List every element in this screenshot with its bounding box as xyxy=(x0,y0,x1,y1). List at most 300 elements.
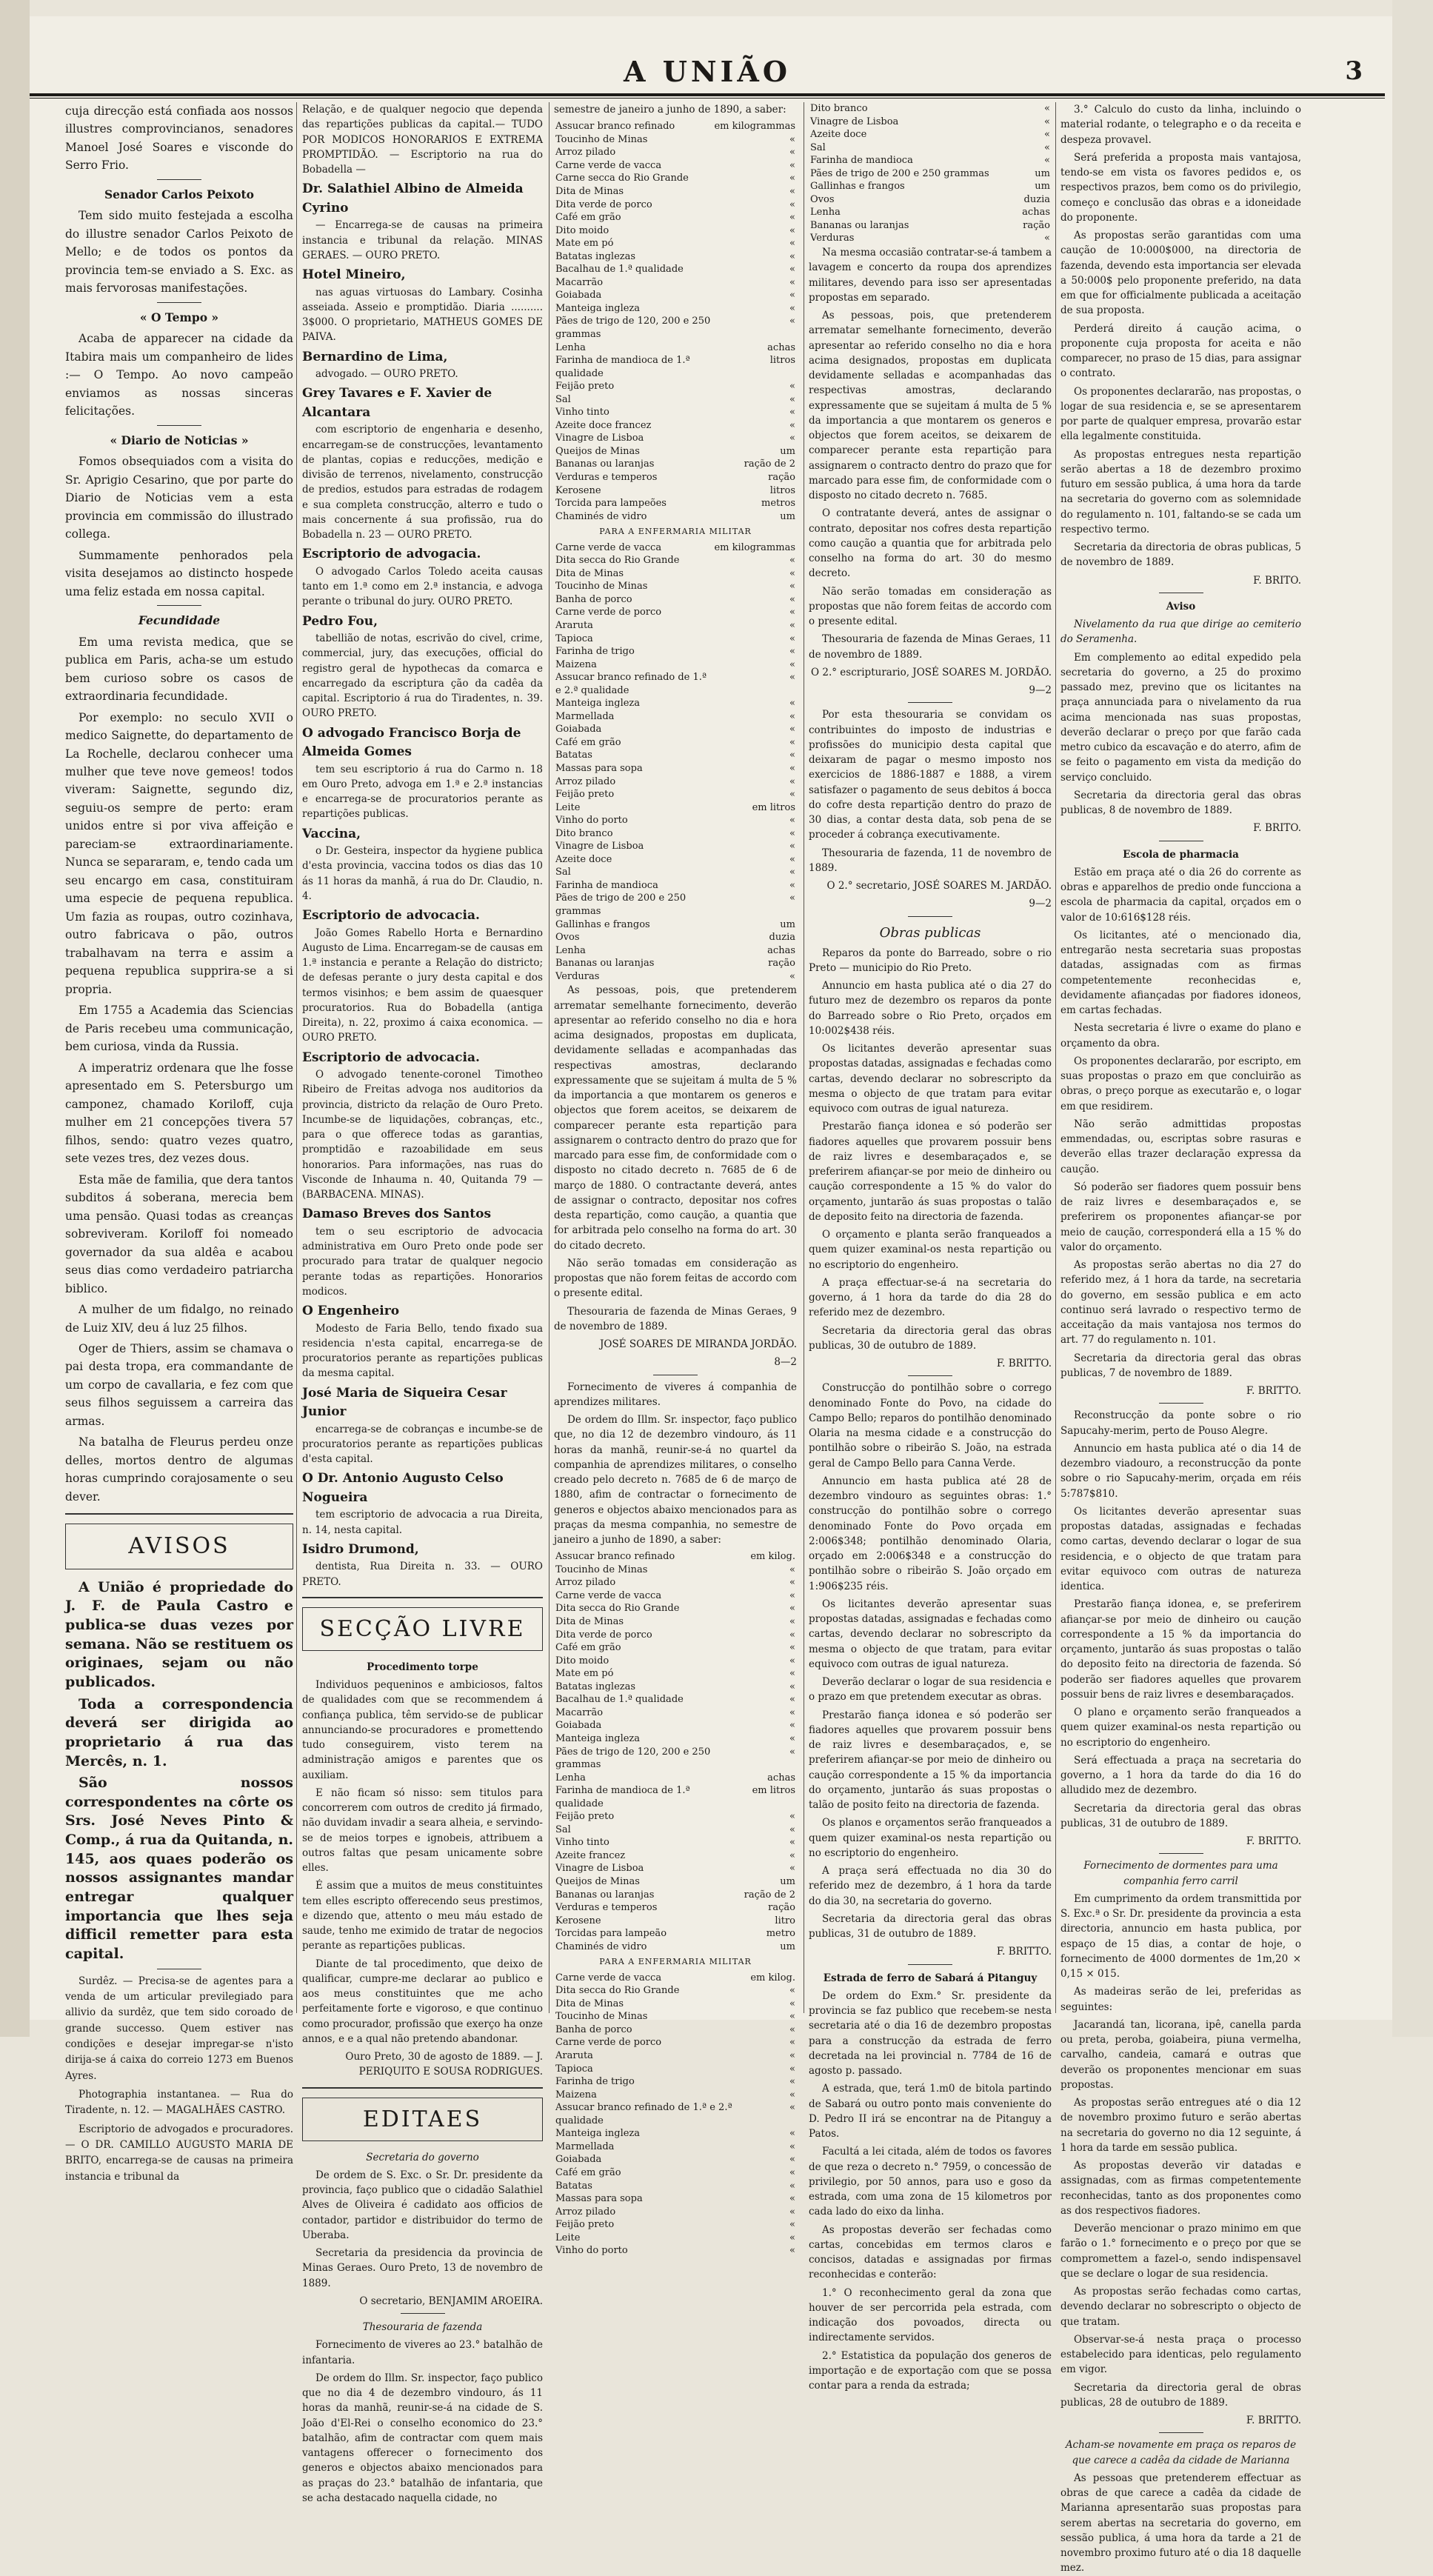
item-unit: um xyxy=(780,1941,795,1952)
table-row xyxy=(554,567,797,581)
item-unit: « xyxy=(789,619,795,631)
article-text: Os licitantes, até o mencionado dia, entregarão nesta secretaria suas propostas datadas, assignadas com as firmas competentemente reconhecidas e, devidamente afiançadas por fiadores idoneos, em cartas fechadas. xyxy=(1060,929,1301,1016)
ad-text: O advogado tenente-coronel Timotheo Ribeiro de Freitas advoga nos auditorios da provincia, districto da relação de Ouro Preto. Incumbe-se de liquidações, cobranças, etc., para o que offerece todas as garantias, promptidão e razoabilidade em seus honorarios. Para informações, nas ruas do Visconde de Inhauma n. 40, Quitanda 79 — (BARBACENA. MINAS). xyxy=(302,1069,543,1201)
article-text: Prestarão fiança idonea e só poderão ser fiadores aquelles que provarem possuir bens de raiz livres e desembaraçados e, se preferirem afiançar-se por meio de dinheiro ou caução correspondente a 15 % do valor do orçamento, juntarão ás suas propostas o talão de deposito feito na directoria de fazenda. xyxy=(809,1121,1052,1223)
item-unit: « xyxy=(789,789,795,801)
page-header xyxy=(30,52,1385,98)
reference-number: 9—2 xyxy=(1029,684,1052,697)
item-name: Café em grão xyxy=(555,212,621,224)
table-row xyxy=(554,671,797,697)
ad-name: Grey Tavares e F. Xavier de Alcantara xyxy=(302,386,492,420)
article-text: Secretaria da directoria de obras publicas, 5 de novembro de 1889. xyxy=(1060,541,1301,569)
ad-name: Bernardino de Lima, xyxy=(302,349,448,364)
item-unit: « xyxy=(789,2023,795,2035)
item-name: Vinho do porto xyxy=(555,815,628,827)
article-text: Prestarão fiança idonea e só poderão ser fiadores aquelles que provarem possuir bens de raiz livres e desembaraçados, e, se preferirem afiançar-se por meio de dinheiro ou caução correspondente a 15 % da importancia do orçamento, juntarão ás suas propostas o talão de posito feito na directoria de fazenda. xyxy=(809,1709,1052,1812)
table-row xyxy=(554,2232,797,2245)
article-text: A mulher de um fidalgo, no reinado de Luiz XIV, deu á luz 25 filhos. xyxy=(65,1303,293,1335)
column-1 xyxy=(65,102,293,2183)
item-name: Goiabada xyxy=(555,724,602,735)
article-text: De ordem de S. Exc. o Sr. Dr. presidente da provincia, faço publico que o cidadão Salathiel Alves de Oliveira é cadidato aos officios de contador, partidor e distribuidor do termo de Uberaba. xyxy=(302,2169,543,2241)
item-name: Mate em pó xyxy=(555,1668,614,1680)
table-row xyxy=(554,159,797,173)
signature: F. BRITTO. xyxy=(996,1358,1052,1370)
item-name: Dito branco xyxy=(555,827,613,839)
article-text: Deverão declarar o logar de sua residencia e o prazo em que pretendem executar as obras. xyxy=(809,1676,1052,1704)
item-name: Torcida para lampeões xyxy=(555,498,667,510)
article-text: E não ficam só nisso: sem titulos para concorrerem com outros de credito já firmado, não duvidam invadir a seara alheia, e servindo-se de meios torpes e ignobeis, attribuem a outros faltas que pesam unicamente sobre elles. xyxy=(302,1786,543,1874)
ad-text: tem escriptorio de advocacia a rua Direita, n. 14, nesta capital. xyxy=(302,1509,543,1536)
section-heading: Aviso xyxy=(1166,600,1196,613)
table-row xyxy=(554,2192,797,2206)
table-row xyxy=(554,645,797,658)
item-unit: achas xyxy=(767,1772,795,1783)
article-text: Secretaria da directoria geral de obras publicas, 28 de outubro de 1889. xyxy=(1060,2381,1301,2409)
article-text: Tem sido muito festejada a escolha do illustre senador Carlos Peixoto de Mello; e de todos os pontos da provincia tem-se enviado a S. Exc. as mais fervorosas manifestações. xyxy=(65,209,293,296)
item-unit: « xyxy=(789,658,795,670)
table-row xyxy=(554,2089,797,2102)
item-unit: « xyxy=(1044,141,1050,153)
item-unit: um xyxy=(780,918,795,930)
item-name: Ovos xyxy=(555,932,580,944)
table-row xyxy=(554,263,797,276)
masthead: A UNIÃO xyxy=(624,55,791,88)
table-row xyxy=(809,193,1052,207)
item-name: Verduras e temperos xyxy=(555,1902,658,1914)
table-row xyxy=(554,393,797,407)
item-unit: « xyxy=(789,1706,795,1718)
item-name: Araruta xyxy=(555,2050,593,2062)
table-row xyxy=(554,237,797,250)
item-unit: « xyxy=(789,224,795,236)
item-unit: « xyxy=(789,633,795,644)
article-text: Não serão tomadas em consideração as propostas que não forem feitas de accordo com o presente edital. xyxy=(809,585,1052,628)
article-text: Individuos pequeninos e ambiciosos, faltos de qualidades com que se recommendem á confiança publica, têm servido-se de publicar annunciando-se procuradores e promettendo tudo conseguirem, visto terem na administração amigos e parentes que os auxiliam. xyxy=(302,1679,543,1781)
item-unit: « xyxy=(789,1849,795,1861)
item-name: Arroz pilado xyxy=(555,775,616,787)
item-name: Feijão preto xyxy=(555,381,615,393)
article-text: O plano e orçamento serão franqueados a quem quizer examinal-os nesta repartição ou no escriptorio do engenheiro. xyxy=(1060,1706,1301,1749)
section-heading: Secretaria do governo xyxy=(366,2151,479,2163)
item-name: Dito moido xyxy=(555,224,609,236)
table-row xyxy=(809,232,1052,245)
table-row xyxy=(554,276,797,290)
goods-table xyxy=(554,1972,797,2258)
table-row xyxy=(554,2180,797,2193)
article-text: Na mesma occasião contratar-se-á tambem a lavagem e concerto da roupa dos aprendizes militares, devendo para isso ser apresentadas propostas em separado. xyxy=(809,247,1052,304)
item-unit: metro xyxy=(766,1928,795,1940)
item-name: Manteiga ingleza xyxy=(555,2128,641,2140)
ad-name: Isidro Drumond, xyxy=(302,1541,419,1557)
item-name: Carne verde de vacca xyxy=(555,1972,662,1983)
header-rule-thin xyxy=(30,98,1385,99)
item-unit: « xyxy=(1044,116,1050,127)
article-text: Reconstrucção da ponte sobre o rio Sapucahy-merim, perto de Pouso Alegre. xyxy=(1060,1409,1301,1437)
article-text: As propostas entregues nesta repartição serão abertas a 18 de dezembro proximo futuro em sessão publica, á uma hora da tarde na secretaria do governo com as solemnidade do regulamento n. 101, faltando-se se cada um respectivo termo. xyxy=(1060,448,1301,535)
ad-text: — Encarrega-se de causas na primeira instancia e tribunal da relação. MINAS GERAES. — OURO PRETO. xyxy=(302,219,543,261)
item-name: Farinha de trigo xyxy=(555,2076,635,2088)
table-row xyxy=(554,801,797,815)
avisos-title: AVISOS xyxy=(65,1524,293,1569)
table-row xyxy=(554,224,797,238)
item-name: Feijão preto xyxy=(555,2219,615,2231)
item-unit: « xyxy=(789,724,795,735)
item-unit: « xyxy=(789,763,795,774)
article-text: Nesta secretaria é livre o exame do plano e orçamento da obra. xyxy=(1060,1022,1301,1050)
table-row xyxy=(554,458,797,471)
item-name: Café em grão xyxy=(555,736,621,748)
item-unit: « xyxy=(789,433,795,444)
item-name: Dita de Minas xyxy=(555,185,624,197)
item-name: Mate em pó xyxy=(555,238,614,250)
article-text: Secretaria da directoria geral das obras publicas, 31 de outubro de 1889. xyxy=(809,1912,1052,1941)
item-unit: « xyxy=(789,302,795,314)
separator xyxy=(157,179,201,180)
table-row xyxy=(554,2036,797,2049)
table-row xyxy=(554,840,797,853)
ad-name: Pedro Fou, xyxy=(302,613,378,629)
item-name: Leite xyxy=(555,801,581,813)
item-unit: litro xyxy=(775,1915,795,1926)
item-unit: « xyxy=(789,607,795,618)
item-name: Assucar branco refinado xyxy=(555,1551,675,1563)
table-row xyxy=(554,710,797,724)
item-unit: ração de 2 xyxy=(744,1889,795,1901)
item-name: Queijos de Minas xyxy=(555,445,640,457)
goods-table xyxy=(809,102,1052,245)
item-name: Gallinhas e frangos xyxy=(555,918,650,930)
item-name: Vinho tinto xyxy=(555,407,609,418)
table-row xyxy=(554,1615,797,1629)
signature: JOSÉ SOARES DE MIRANDA JORDÃO. xyxy=(600,1338,797,1351)
item-unit: ração xyxy=(768,1902,795,1914)
table-row xyxy=(554,580,797,593)
item-unit: « xyxy=(789,1668,795,1680)
item-unit: « xyxy=(789,316,795,327)
item-name: Verduras xyxy=(810,233,855,244)
ad-name: O Dr. Antonio Augusto Celso Nogueira xyxy=(302,1471,504,1505)
table-row xyxy=(554,1602,797,1615)
item-name: Lenha xyxy=(555,1772,586,1783)
table-row xyxy=(554,775,797,789)
table-row xyxy=(554,1810,797,1823)
article-text: Thesouraria de fazenda de Minas Geraes, 11 de novembro de 1889. xyxy=(809,633,1052,661)
table-row xyxy=(554,432,797,445)
item-unit: « xyxy=(789,815,795,827)
item-unit: « xyxy=(789,2076,795,2088)
ad-name: Dr. Salathiel Albino de Almeida Cyrino xyxy=(302,181,524,216)
item-name: Kerosene xyxy=(555,1915,601,1926)
table-row xyxy=(554,1915,797,1928)
table-row xyxy=(554,1589,797,1603)
item-unit: achas xyxy=(1022,207,1050,218)
article-text: Diante de tal procedimento, que deixo de qualificar, cumpre-me declarar ao publico e aos meus constituintes que me acho perfeitamente forte e vigoroso, e que continuo como procurador, profissão que exerço ha onze annos, e e a qual não pretendo abandonar. xyxy=(302,1958,543,2045)
article-text: Só poderão ser fiadores quem possuir bens de raiz livres e desembaraçados e, se preferirem os proponentes afiançar-se por meio de caução, corresponderá ella a 15 % do valor do orçamento. xyxy=(1060,1181,1301,1253)
separator xyxy=(1159,1853,1203,1854)
item-unit: em litros xyxy=(752,1785,795,1797)
ad-text: João Gomes Rabello Horta e Bernardino Augusto de Lima. Encarregam-se de causas em 1.ª instancia e perante a Relação do districto; de defesas perante o jury desta capital e dos termos visinhos; e bem assim de quaesquer procuratorios. Rua do Bobadella (antiga Direita), n. 22, proximo á caixa economica. — OURO PRETO. xyxy=(302,927,543,1044)
article-text: Fornecimento de viveres á companhia de aprendizes militares. xyxy=(554,1381,797,1408)
item-unit: « xyxy=(1044,155,1050,167)
table-row xyxy=(554,554,797,567)
item-unit: « xyxy=(789,1732,795,1744)
ad-text: tem seu escriptorio á rua do Carmo n. 18 em Ouro Preto, advoga em 1.ª e 2.ª instancias e encarrega-se de procuratorios perante as repartições publicas. xyxy=(302,763,543,821)
item-name: Maizena xyxy=(555,2089,597,2100)
ad-text: encarrega-se de cobranças e incumbe-se de procuratorios perante as repartições publicas d'esta capital. xyxy=(302,1423,543,1465)
article-text: As propostas serão garantidas com uma caução de 10:000$000, na directoria de fazenda, devendo esta importancia ser elevada a 50:000$ pelo proponente preferido, na data em que for officialmente publicada a aceitação de sua proposta. xyxy=(1060,230,1301,317)
item-name: Carne verde de porco xyxy=(555,607,662,618)
item-unit: « xyxy=(789,698,795,710)
item-unit: « xyxy=(789,1681,795,1692)
item-unit: « xyxy=(789,2154,795,2166)
item-name: Leite xyxy=(555,2232,581,2243)
section-heading: Fornecimento de dormentes para uma companhia ferro carril xyxy=(1083,1860,1278,1887)
item-name: Goiabada xyxy=(555,1720,602,1732)
item-unit: « xyxy=(789,1837,795,1849)
header-rule xyxy=(30,93,1385,96)
item-name: Café em grão xyxy=(555,2166,621,2178)
separator xyxy=(157,605,201,606)
table-row xyxy=(554,736,797,750)
table-row xyxy=(554,606,797,619)
item-name: Vinagre de Lisboa xyxy=(810,116,899,127)
item-name: Araruta xyxy=(555,619,593,631)
ad-text: tabellião de notas, escrivão do civel, crime, commercial, jury, das execuções, official do registro geral de hypothecas da comarca e encarregado da escriptura ção da cadêa da capital. Escriptorio á rua do Tiradentes, n. 39. OURO PRETO. xyxy=(302,633,543,720)
item-unit: « xyxy=(789,159,795,171)
item-unit: « xyxy=(789,381,795,393)
table-row xyxy=(554,1772,797,1785)
table-row xyxy=(554,289,797,302)
article-text: De ordem do Exm.° Sr. presidente da provincia se faz publico que recebem-se nesta secretaria até o dia 16 de dezembro propostas para a construcção da estrada de ferro decretada na lei provincial n. 7784 de 16 de agosto p. passado. xyxy=(809,1989,1052,2078)
article-text: As propostas serão abertas no dia 27 do referido mez, á 1 hora da tarde, na secretaria do governo, em sessão publica e em acto continuo será lavrado o respectivo termo de acceitação da mais vantajosa nos termos do art. 77 do regulamento n. 101. xyxy=(1060,1259,1301,1347)
item-name: Marmellada xyxy=(555,710,615,722)
ad-text: nas aguas virtuosas do Lambary. Cosinha asseiada. Asseio e promptidão. Diaria .......... 3$000. O proprietario, MATHEUS GOMES DE PAIVA. xyxy=(302,286,543,344)
table-row xyxy=(554,853,797,867)
table-row xyxy=(554,1927,797,1941)
item-name: Tapioca xyxy=(555,2063,593,2075)
item-name: Gallinhas e frangos xyxy=(810,181,905,193)
item-unit: « xyxy=(789,264,795,276)
item-name: Dita de Minas xyxy=(555,567,624,579)
item-name: Toucinho de Minas xyxy=(555,2011,648,2023)
item-unit: « xyxy=(789,1589,795,1601)
item-name: Pães de trigo de 120, 200 e 250 grammas xyxy=(555,1746,711,1771)
article-text: As propostas serão entregues até o dia 12 de novembro proximo futuro e serão abertas na secretaria do governo no dia 12 seguinte, á 1 hora da tarde em sessão publica. xyxy=(1060,2097,1301,2154)
table-row xyxy=(554,484,797,498)
item-name: Marmellada xyxy=(555,2140,615,2152)
table-row xyxy=(554,2218,797,2232)
reference-number: 8—2 xyxy=(774,1356,797,1369)
article-text: cuja direcção está confiada aos nossos illustres comprovincianos, senadores Manoel José Soares e visconde do Serro Frio. xyxy=(65,104,293,173)
table-row xyxy=(554,146,797,159)
table-row xyxy=(554,1998,797,2011)
item-name: Pães de trigo de 200 e 250 grammas xyxy=(810,167,989,179)
article-text: Os licitantes deverão apresentar suas propostas datadas, assignadas e fechadas como cartas, devendo declarar no sobrescripto da mesma o objecto de que tratam para evitar equivoco com outras de igual natureza. xyxy=(809,1043,1052,1115)
article-text: Perderá direito á caução acima, o proponente cuja proposta for aceita e não comparecer, no praso de 15 dias, para assignar o contrato. xyxy=(1060,322,1301,380)
separator xyxy=(1159,1403,1203,1404)
item-unit: « xyxy=(789,750,795,761)
seccao-livre-title: SECÇÃO LIVRE xyxy=(302,1607,543,1651)
item-unit: duzia xyxy=(1023,193,1050,205)
table-row xyxy=(554,2140,797,2154)
item-name: Assucar branco refinado de 1.ª e 2.ª qualidade xyxy=(555,2102,732,2126)
item-name: Carne verde de porco xyxy=(555,2037,662,2049)
item-unit: « xyxy=(789,1616,795,1628)
separator xyxy=(65,1513,293,1515)
item-unit: « xyxy=(789,173,795,184)
ad-name: Escriptorio de advocacia. xyxy=(302,1050,480,1065)
table-subheading: PARA A ENFERMARIA MILITAR xyxy=(599,527,752,537)
table-row xyxy=(554,211,797,224)
item-name: Vinagre de Lisboa xyxy=(555,1863,644,1875)
item-unit: « xyxy=(789,2037,795,2049)
item-name: Lenha xyxy=(555,944,586,956)
item-unit: ração de 2 xyxy=(744,458,795,470)
item-name: Manteiga ingleza xyxy=(555,1732,641,1744)
item-unit: « xyxy=(789,133,795,145)
signature: Ouro Preto, 30 de agosto de 1889. — J. PERIQUITO E SOUSA RODRIGUES. xyxy=(345,2051,543,2078)
notice-text: A União é propriedade do J. F. de Paula Castro e publica-se duas vezes por semana. Não se restituem os originaes, sejam ou não publicados. xyxy=(65,1578,293,1690)
item-unit: « xyxy=(789,393,795,405)
notice-text: São nossos correspondentes na côrte os Srs. José Neves Pinto & Comp., á rua da Quitanda, n. 145, aos quaes poderão os nossos assignantes mandar entregar qualquer importancia que lhes seja difficil remetter para esta capital. xyxy=(65,1775,293,1962)
ad-text: Surdêz. — Precisa-se de agentes para a venda de um articular previlegiado para allivio da surdêz, que tem sido coroado de grande successo. Quem estiver nas condições e desejar impregar-se n'isto dirija-se á caixa do correio 1273 em Buenos Ayres. xyxy=(65,1975,293,2082)
table-row xyxy=(809,128,1052,141)
reference-number: 9—2 xyxy=(1029,898,1052,910)
table-row xyxy=(554,172,797,185)
item-unit: « xyxy=(789,2140,795,2152)
section-heading: Escola de pharmacia xyxy=(1123,848,1239,861)
table-row xyxy=(554,1941,797,1954)
article-text: Em complemento ao edital expedido pela secretaria do governo, a 25 do proximo passado mez, previno que os licitantes na praça annunciada para o nivelamento da rua acima mencionada nas suas propostas, deverão declarar o preço por que farão cada metro cubico da escavação e do aterro, afim de se feito o pagamento em vista da medição do serviço concluido. xyxy=(1060,651,1301,784)
table-row xyxy=(809,141,1052,155)
item-name: Vinho tinto xyxy=(555,1837,609,1849)
item-name: Batatas inglezas xyxy=(555,250,636,262)
table-row xyxy=(554,1681,797,1694)
notice-text: Toda a correspondencia deverá ser dirigida ao proprietario á rua das Mercês, n. 1. xyxy=(65,1695,293,1769)
item-name: Bananas ou laranjas xyxy=(555,1889,655,1901)
goods-table xyxy=(554,541,797,984)
section-heading: Estrada de ferro de Sabará á Pitanguy xyxy=(823,1972,1038,1984)
article-text: Não serão tomadas em consideração as propostas que não forem feitas de accordo com o presente edital. xyxy=(554,1257,797,1300)
item-name: Assucar branco refinado xyxy=(555,121,675,133)
item-name: Carne secca do Rio Grande xyxy=(555,173,689,184)
item-name: Tapioca xyxy=(555,633,593,644)
section-heading: Thesouraria de fazenda xyxy=(362,2321,483,2333)
article-text: Annuncio em hasta publica até o dia 27 do futuro mez de dezembro os reparos da ponte do Barreado sobre o Rio Preto, orçados em 10:002$438 réis. xyxy=(809,980,1052,1037)
item-unit: ração xyxy=(768,958,795,970)
section-heading: Procedimento torpe xyxy=(367,1661,478,1673)
table-row xyxy=(554,120,797,133)
article-text: semestre de janeiro a junho de 1890, a saber: xyxy=(554,104,786,116)
separator xyxy=(908,916,952,917)
table-row xyxy=(554,1719,797,1732)
page-number: 3 xyxy=(1345,56,1363,86)
item-unit: « xyxy=(789,867,795,878)
item-name: Massas para sopa xyxy=(555,763,643,774)
item-unit: « xyxy=(789,892,795,904)
item-unit: « xyxy=(789,2102,795,2114)
table-row xyxy=(554,931,797,944)
item-unit: « xyxy=(789,1985,795,1997)
item-unit: achas xyxy=(767,341,795,353)
signature: O 2.° secretario, JOSÉ SOARES M. JARDÃO. xyxy=(826,880,1052,892)
section-heading: Acham-se novamente em praça os reparos de que carece a cadêa da cidade de Marianna xyxy=(1065,2439,1297,2466)
table-row xyxy=(554,1655,797,1668)
article-text: Construcção do pontilhão sobre o corrego denominado Fonte do Povo, na cidade do Campo Bello; reparos do pontilhão denominado Olaria na mesma cidade e a construcção do pontilhão sobre o ribeirão S. João, na estrada geral de Campo Bello para Canna Verde. xyxy=(809,1382,1052,1469)
item-name: Kerosene xyxy=(555,484,601,496)
ad-name: Escriptorio de advocacia. xyxy=(302,908,480,923)
table-row xyxy=(809,116,1052,129)
article-text: Summamente penhorados pela visita desejamos ao distincto hospede uma feliz estada em nossa capital. xyxy=(65,548,293,598)
item-name: Manteiga ingleza xyxy=(555,302,641,314)
article-text: De ordem do Illm. Sr. inspector, faço publico que no dia 4 de dezembro vindouro, ás 11 horas da manhã, reunir-se-á na cidade de S. João d'El-Rei o conselho economico do 23.° batalhão, afim de contractar com quem mais vantagens offerecer o fornecimento dos generos e objectos abaixo mencionados para as praças do 23.° batalhão de infantaria, que se acha destacado naquella cidade, no xyxy=(302,2372,543,2504)
article-text: Secretaria da directoria geral das obras publicas, 31 de outubro de 1889. xyxy=(1060,1802,1301,1829)
item-unit: « xyxy=(789,593,795,605)
table-row xyxy=(554,2075,797,2089)
item-unit: « xyxy=(789,581,795,593)
ad-name: Damaso Breves dos Santos xyxy=(302,1207,492,1222)
item-unit: « xyxy=(789,1564,795,1575)
ad-name: O Engenheiro xyxy=(302,1304,400,1318)
item-unit: ração xyxy=(1023,219,1050,231)
column-2 xyxy=(302,102,543,2504)
article-text: As pessoas que pretenderem effectuar as obras de que carece a cadêa da cidade de Marianna apresentarão suas propostas para serem abertas na secretaria do governo, em sessão publica, á uma hora da tarde a 21 de novembro proximo futuro até o dia 18 daquelle mez. xyxy=(1060,2472,1301,2575)
table-row xyxy=(554,879,797,892)
table-row xyxy=(554,957,797,970)
table-row xyxy=(554,633,797,646)
table-row xyxy=(554,1629,797,1642)
table-row xyxy=(554,1732,797,1746)
article-text: Facultá a lei citada, além de todos os favores de que reza o decreto n.° 7959, o concessão de privilegio, por 50 annos, para uso e goso da estrada, com uma zona de 15 kilometros por cada lado do eixo da linha. xyxy=(809,2146,1052,2218)
table-row xyxy=(554,2010,797,2023)
table-row xyxy=(554,918,797,932)
item-name: Dito moido xyxy=(555,1655,609,1666)
item-name: Arroz pilado xyxy=(555,1577,616,1589)
item-unit: em kilogrammas xyxy=(714,541,795,553)
item-name: Azeite doce francez xyxy=(555,419,652,431)
table-row xyxy=(809,154,1052,167)
item-unit: « xyxy=(789,2063,795,2075)
article-text: Prestarão fiança idonea, e, se preferirem afiançar-se por meio de dinheiro ou caução correspondente a 15 % da importancia do orçamento, juntarão ás suas propostas o talão do deposito feito na directoria de fazenda. Só poderão ser fiadores aquelles que provarem possuir bens de raiz livres e desembaraçados. xyxy=(1060,1598,1301,1701)
table-row xyxy=(554,1901,797,1915)
table-row xyxy=(554,315,797,341)
signature: F. BRITTO. xyxy=(996,1946,1052,1958)
item-name: Carne verde de vacca xyxy=(555,541,662,553)
signature: O secretario, BENJAMIM AROEIRA. xyxy=(359,2295,543,2307)
item-name: Pães de trigo de 120, 200 e 250 grammas xyxy=(555,316,711,340)
item-unit: « xyxy=(789,1642,795,1654)
article-text: Os proponentes declararão, nas propostas, o logar de sua residencia e, se se apresentarem por parte de qualquer empresa, provarão estar ella legalmente constituida. xyxy=(1060,385,1301,443)
article-text: 1.° O reconhecimento geral da zona que houver de ser percorrida pela estrada, com indicação dos povoados, directa ou indirectamente servidos. xyxy=(809,2286,1052,2344)
item-name: Sal xyxy=(555,867,571,878)
article-text: Secretaria da directoria geral das obras publicas, 30 de outubro de 1889. xyxy=(809,1324,1052,1352)
item-name: Assucar branco refinado de 1.ª e 2.ª qualidade xyxy=(555,672,707,696)
article-text: As propostas deverão ser fechadas como cartas, concebidas em termos claros e concisos, datadas e assignadas por firmas reconhecidas e conterão: xyxy=(809,2223,1052,2281)
item-name: Verduras e temperos xyxy=(555,472,658,484)
table-subheading: PARA A ENFERMARIA MILITAR xyxy=(599,1957,752,1967)
separator xyxy=(157,302,201,303)
item-unit: « xyxy=(789,827,795,839)
column-divider xyxy=(1055,102,1056,2013)
ad-text: Escriptorio de advogados e procuradores. — O DR. CAMILLO AUGUSTO MARIA DE BRITO, encarrega-se de causas na primeira instancia e tribunal da xyxy=(65,2123,293,2183)
article-text: Em 1755 a Academia das Sciencias de Paris recebeu uma communicação, bem curiosa, vinda da Russia. xyxy=(65,1004,293,1054)
article-text: Oger de Thiers, assim se chamava o pai desta tropa, era commandante de um corpo de cavallaria, e fez com que seus filhos seguissem a carreira das armas. xyxy=(65,1342,293,1428)
table-row xyxy=(809,206,1052,219)
table-row xyxy=(554,2153,797,2166)
table-row xyxy=(554,1836,797,1849)
article-text: A praça será effectuada no dia 30 do referido mez de dezembro, á 1 hora da tarde do dia 30, na secretaria do governo. xyxy=(809,1865,1052,1907)
item-unit: « xyxy=(789,646,795,658)
